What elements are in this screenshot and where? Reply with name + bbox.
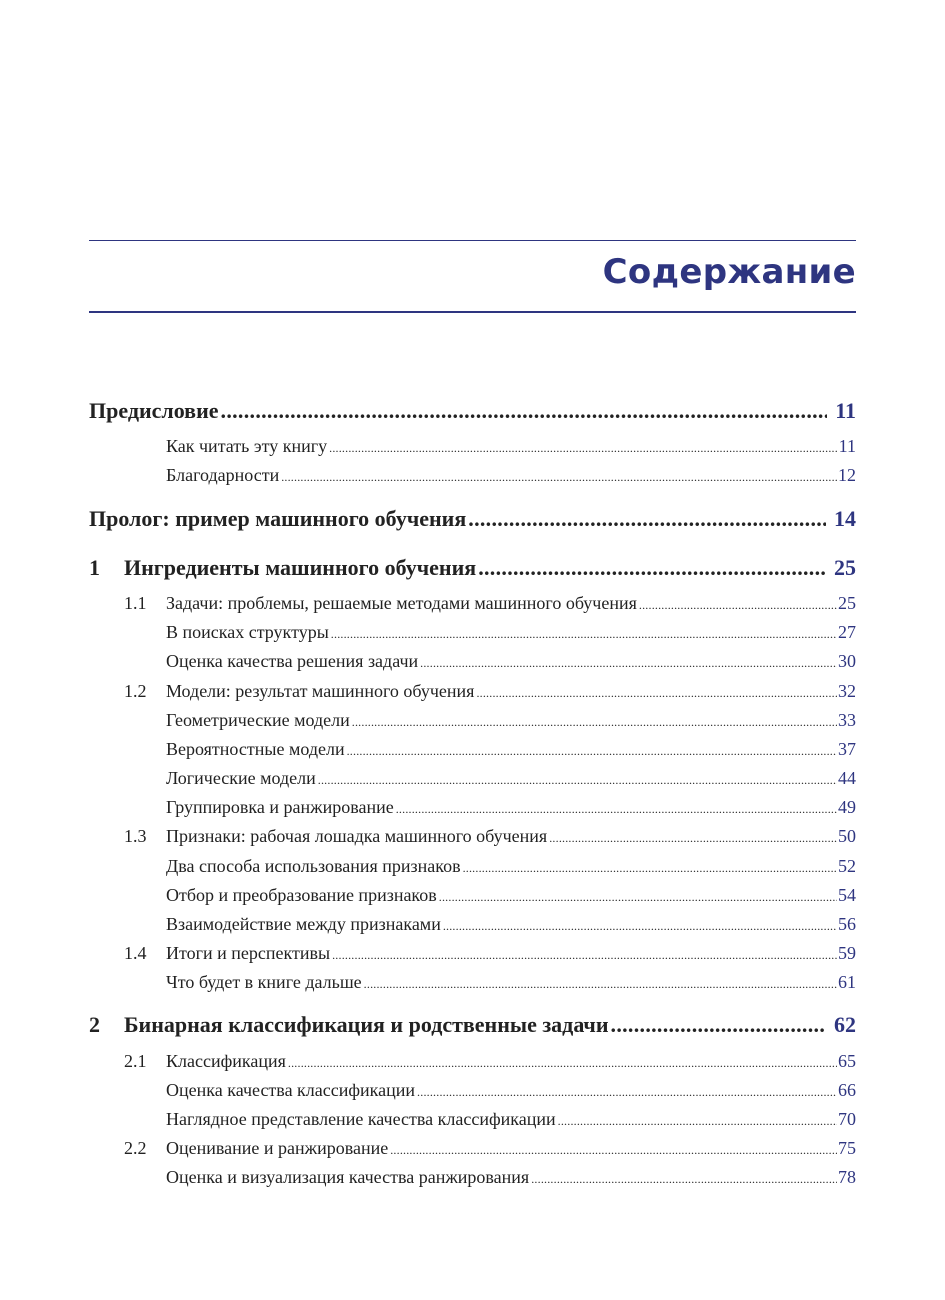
toc-page-number: 50 [838,826,856,846]
toc-entry-label: Признаки: рабочая лошадка машинного обучения [166,826,548,846]
toc-entry-label: Пролог: пример машинного обучения [89,506,467,531]
toc-entry-label: Как читать эту книгу [166,436,328,456]
toc-page-number: 49 [838,797,856,817]
dot-leader [281,465,837,486]
dot-leader [463,856,837,877]
toc-entry[interactable] [89,768,856,789]
toc-entry-label: Бинарная классификация и родственные задачи [124,1012,609,1037]
dot-leader [332,943,837,964]
toc-page-number: 27 [838,622,856,642]
toc-entry[interactable] [89,436,856,457]
toc-entry[interactable] [89,1080,856,1101]
toc-entry-label: В поисках структуры [166,622,329,642]
toc-page-number: 78 [838,1167,856,1187]
dot-leader [390,1138,837,1159]
toc-page-number: 44 [838,768,856,788]
toc-entry-label: Отбор и преобразование признаков [166,885,437,905]
dot-leader [611,1012,826,1038]
toc-entry-label: Логические модели [166,768,316,788]
toc-entry[interactable] [89,797,856,818]
toc-entry[interactable] [89,914,856,935]
toc-entry-label: Итоги и перспективы [166,943,331,963]
title-top-rule [89,240,856,241]
toc-entry[interactable] [89,1138,856,1159]
toc-entry-label: Два способа использования признаков [166,856,461,876]
toc-entry-label: Вероятностные модели [166,739,345,759]
toc-entry-label: Ингредиенты машинного обучения [124,555,477,580]
toc-entry-label: Наглядное представление качества классификации [166,1109,556,1129]
dot-leader [439,885,837,906]
toc-entry-label: Классификация [166,1051,286,1071]
section-number: 1.2 [124,681,147,701]
toc-entry-label: Группировка и ранжирование [166,797,394,817]
toc-page-number: 54 [838,885,856,905]
toc-page-number: 11 [835,398,856,423]
toc-page-number: 25 [834,555,856,580]
toc-entry[interactable] [89,593,856,614]
toc-page-number: 30 [838,651,856,671]
dot-leader [468,506,826,532]
toc-entry-label: Взаимодействие между признаками [166,914,441,934]
toc-page-number: 33 [838,710,856,730]
toc-page-number: 25 [838,593,856,613]
toc-entry-chapter-2[interactable] [89,1012,856,1038]
section-number: 1.3 [124,826,147,846]
chapter-number: 2 [89,1012,100,1037]
dot-leader [331,622,837,643]
section-number: 1.1 [124,593,147,613]
toc-page-number: 14 [834,506,856,531]
section-number: 2.1 [124,1051,147,1071]
dot-leader [364,972,837,993]
toc-page-number: 61 [838,972,856,992]
toc-entry-label: Оценка качества решения задачи [166,651,419,671]
toc-entry-label: Оценка качества классификации [166,1080,416,1100]
chapter-number: 1 [89,555,100,580]
toc-entry[interactable] [89,826,856,847]
toc-entry[interactable] [89,465,856,486]
toc-entry-label: Модели: результат машинного обучения [166,681,475,701]
toc-entry-preface[interactable] [89,398,856,424]
toc-page-number: 65 [838,1051,856,1071]
section-number: 1.4 [124,943,147,963]
toc-entry[interactable] [89,885,856,906]
toc-entry-chapter-1[interactable] [89,555,856,581]
toc-entry-prologue[interactable] [89,506,856,532]
dot-leader [221,398,828,424]
toc-entry[interactable] [89,651,856,672]
toc-page-number: 12 [838,465,856,485]
dot-leader [318,768,837,789]
toc-entry[interactable] [89,739,856,760]
toc-entry[interactable] [89,856,856,877]
toc-page-number: 75 [838,1138,856,1158]
dot-leader [329,436,838,457]
title-bottom-rule [89,311,856,313]
toc-entry-label: Оценка и визуализация качества ранжирования [166,1167,530,1187]
toc-entry[interactable] [89,1051,856,1072]
dot-leader [352,710,837,731]
toc-entry[interactable] [89,1167,856,1188]
dot-leader [558,1109,837,1130]
dot-leader [549,826,837,847]
toc-page-number: 70 [838,1109,856,1129]
toc-entry-label: Задачи: проблемы, решаемые методами машинного обучения [166,593,637,613]
toc-page-number: 37 [838,739,856,759]
toc-entry-label: Благодарности [166,465,280,485]
toc-entry-label: Геометрические модели [166,710,350,730]
toc-entry[interactable] [89,622,856,643]
toc-entry[interactable] [89,1109,856,1130]
toc-entry[interactable] [89,972,856,993]
dot-leader [531,1167,837,1188]
toc-page-number: 32 [838,681,856,701]
dot-leader [478,555,826,581]
toc-page-number: 11 [838,436,856,456]
dot-leader [288,1051,837,1072]
toc-entry[interactable] [89,710,856,731]
page-title: Содержание [602,252,856,292]
toc-entry-label: Предисловие [89,398,219,423]
toc-entry-label: Оценивание и ранжирование [166,1138,389,1158]
dot-leader [476,681,837,702]
toc-entry-label: Что будет в книге дальше [166,972,362,992]
toc-page-number: 66 [838,1080,856,1100]
toc-page-number: 52 [838,856,856,876]
dot-leader [347,739,837,760]
dot-leader [639,593,837,614]
dot-leader [443,914,837,935]
toc-page-number: 59 [838,943,856,963]
toc-page-number: 56 [838,914,856,934]
dot-leader [396,797,837,818]
section-number: 2.2 [124,1138,147,1158]
toc-entry[interactable] [89,943,856,964]
dot-leader [417,1080,837,1101]
toc-page-number: 62 [834,1012,856,1037]
dot-leader [420,651,837,672]
toc-entry[interactable] [89,681,856,702]
